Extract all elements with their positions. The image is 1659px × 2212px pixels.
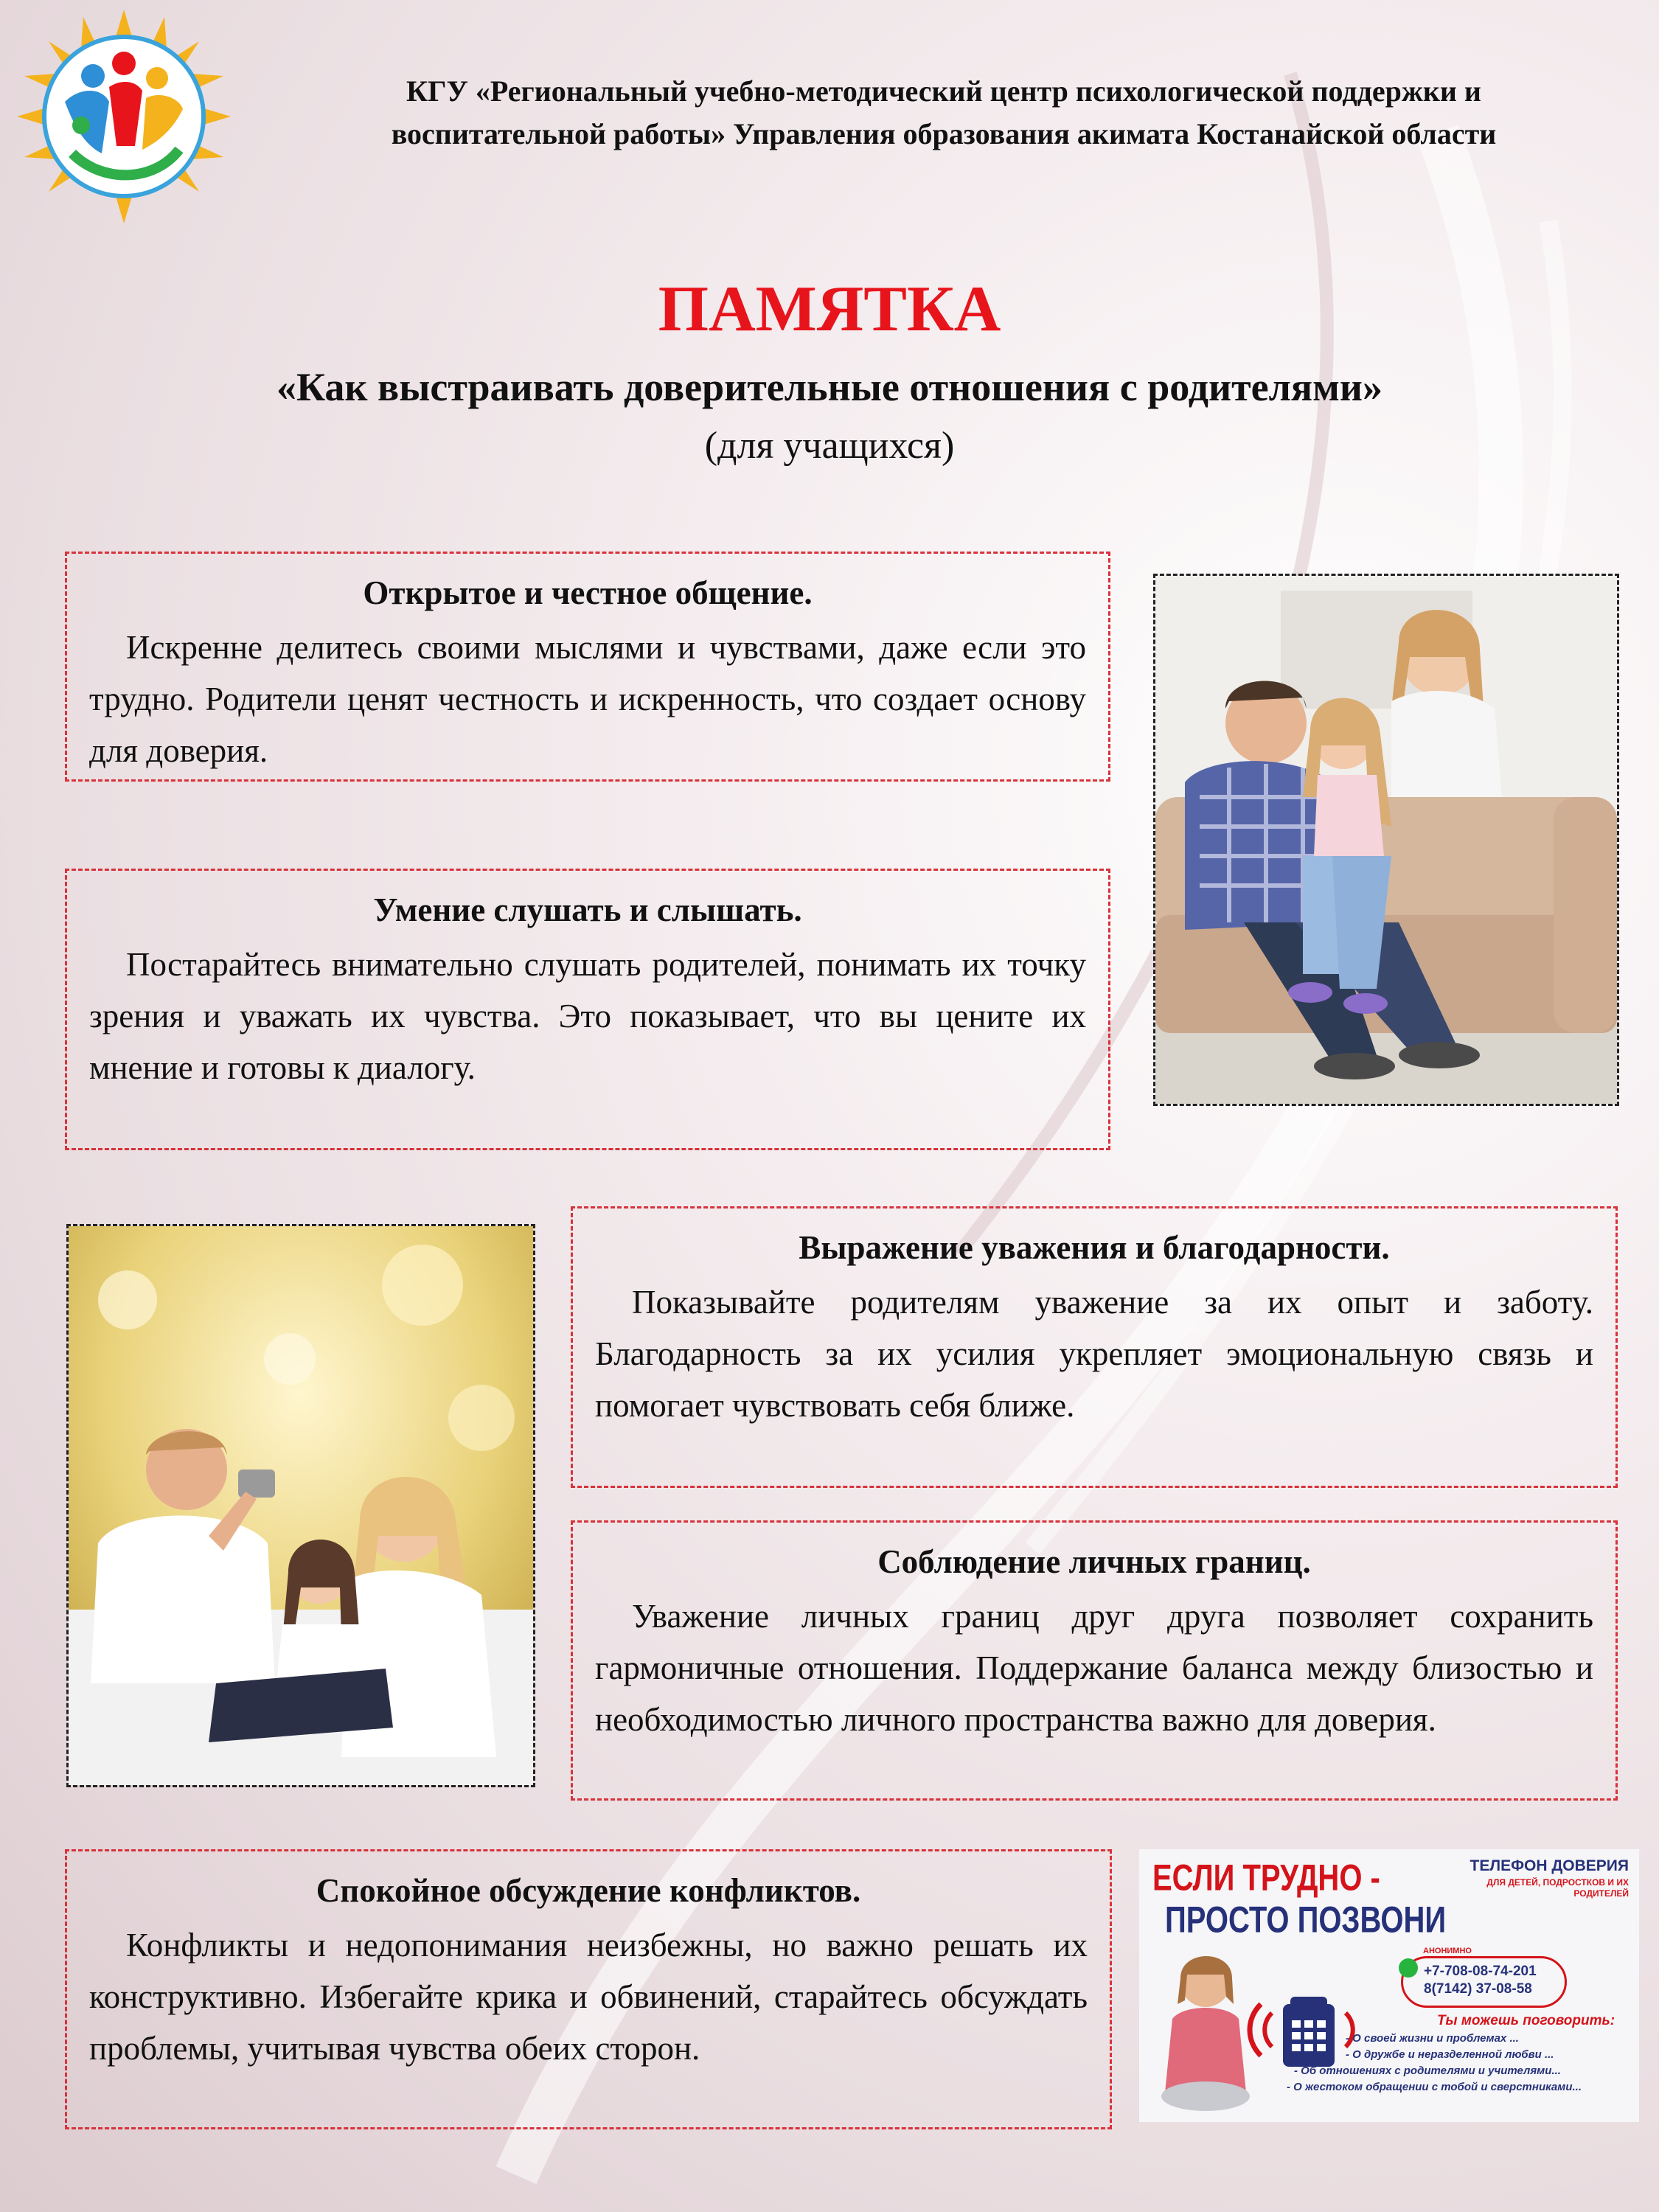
talk-topics-list	[1279, 2031, 1633, 2096]
talk-topic-item: - О своей жизни и проблемах ...	[1346, 2032, 1519, 2045]
section-text: Искренне делитесь своими мыслями и чувствами, даже если это трудно. Родители ценят честность и искренность, что создает основу для доверия.	[89, 629, 1086, 769]
document-audience: (для учащихся)	[704, 425, 955, 467]
section-heading: Спокойное обсуждение конфликтов.	[316, 1872, 861, 1909]
section-card-conflict-discussion	[65, 1849, 1112, 2129]
hotline-banner	[1139, 1849, 1639, 2122]
organization-line-2: воспитательной работы» Управления образования акимата Костанайской области	[391, 117, 1497, 150]
people-sun-logo-icon	[13, 6, 234, 227]
banner-headline-2: ПРОСТО ПОЗВОНИ	[1165, 1899, 1447, 1941]
document-subtitle: «Как выстраивать доверительные отношения с родителями»	[276, 365, 1383, 409]
document-title: ПАМЯТКА	[658, 274, 1001, 345]
section-text: Конфликты и недопонимания неизбежны, но важно решать их конструктивно. Избегайте крика и обвинений, старайтесь обсуждать проблемы, учитывая чувства обеих сторон.	[89, 1927, 1088, 2067]
section-heading: Открытое и честное общение.	[363, 574, 813, 611]
section-text: Показывайте родителям уважение за их опыт и заботу. Благодарность за их усилия укрепляет эмоциональную связь и помогает чувствовать себя ближе.	[595, 1284, 1593, 1424]
family-taking-photo-photo	[66, 1224, 535, 1787]
talk-topic-item: - О дружбе и неразделенной любви ...	[1346, 2048, 1554, 2061]
organization-line-1: КГУ «Региональный учебно-методический центр психологической поддержки и	[406, 74, 1481, 108]
phone-number-1: +7-708-08-74-201	[1424, 1964, 1537, 1979]
section-text: Постарайтесь внимательно слушать родителей, понимать их точку зрения и уважать их чувства. Это показывает, что вы цените их мнение и готовы к диалогу.	[89, 946, 1086, 1086]
section-heading: Соблюдение личных границ.	[877, 1543, 1311, 1580]
banner-headline-1: ЕСЛИ ТРУДНО -	[1152, 1857, 1380, 1899]
organization-name	[243, 70, 1644, 156]
section-text: Уважение личных границ друг друга позволяет сохранить гармоничные отношения. Поддержание баланса между близостью и необходимостью личного пространства важно для доверия.	[595, 1598, 1593, 1738]
talk-intro: Ты можешь поговорить:	[1437, 2013, 1615, 2028]
phone-number-2: 8(7142) 37-08-58	[1424, 1981, 1532, 1997]
section-card-personal-boundaries	[571, 1520, 1618, 1801]
section-card-respect-gratitude	[571, 1206, 1618, 1488]
hotline-phones	[1401, 1956, 1567, 2008]
hotline-title: ТЕЛЕФОН ДОВЕРИЯ	[1470, 1857, 1629, 1874]
section-card-open-communication	[65, 552, 1110, 782]
anonymous-label: АНОНИМНО	[1423, 1947, 1472, 1955]
section-heading: Выражение уважения и благодарности.	[799, 1229, 1390, 1266]
whatsapp-icon	[1399, 1958, 1418, 1978]
hotline-subtitle: ДЛЯ ДЕТЕЙ, ПОДРОСТКОВ И ИХ РОДИТЕЛЕЙ	[1486, 1877, 1629, 1899]
section-heading: Умение слушать и слышать.	[373, 891, 802, 928]
section-card-listening	[65, 869, 1110, 1150]
family-on-sofa-photo	[1153, 574, 1619, 1106]
talk-topic-item: - Об отношениях с родителями и учителями...	[1294, 2065, 1561, 2077]
talk-topic-item: - О жестоком обращении с тобой и сверстниками...	[1287, 2081, 1582, 2093]
